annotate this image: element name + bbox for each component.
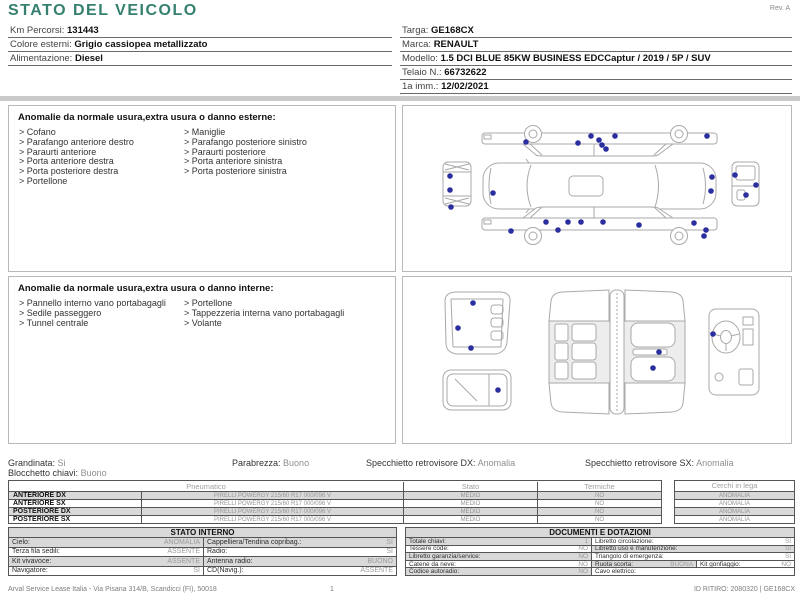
rim-status: ANOMALIA: [675, 499, 794, 507]
anomaly-item: > Sedile passeggero: [19, 307, 102, 318]
summary-specchietto-sx: [585, 459, 734, 468]
interior-items-left: [19, 299, 184, 328]
damage-dot: [656, 349, 662, 355]
damage-dot: [447, 187, 453, 193]
field-cell: [203, 538, 396, 547]
damage-dot: [743, 192, 749, 198]
field-cell: [406, 561, 591, 568]
summary-specchietto-dx: [366, 459, 515, 468]
tyre-position: POSTERIORE DX: [13, 508, 71, 515]
tyre-termiche: NO: [537, 500, 661, 507]
field-label: CD(Navig.):: [207, 567, 244, 575]
footer-id-ritiro: ID RITIRO: 2080320 | GE168CX: [693, 586, 795, 593]
vehicle-info-row: [8, 38, 392, 52]
field-label: Navigatore:: [12, 567, 48, 575]
summary-value: Buono: [80, 468, 107, 478]
documenti-row: [406, 537, 794, 545]
tyre-rows: [9, 491, 661, 523]
field-label: Catene da neve:: [409, 560, 456, 568]
stato-interno-row: [9, 566, 396, 576]
tyre-position: POSTERIORE SX: [13, 516, 71, 523]
summary-value: Anomalia: [696, 458, 734, 468]
info-text: [10, 39, 355, 50]
damage-dots-tailgate: [495, 387, 501, 393]
tyre-description: PIRELLI POWERGY 215/60 R17 000/096 V: [141, 516, 403, 523]
summary-grandinata: [8, 459, 66, 468]
field-label: Libretto garanzia/service:: [409, 553, 481, 560]
damage-dot: [468, 345, 474, 351]
anomaly-item: > Paraurti anteriore: [19, 146, 97, 157]
damage-dot: [753, 182, 759, 188]
anomaly-item: > Pannello interno vano portabagagli: [19, 298, 166, 308]
damage-dot: [701, 233, 707, 239]
field-value: SI: [386, 538, 393, 546]
damage-dot: [600, 219, 606, 225]
damage-dots-dashboard: [710, 331, 716, 337]
vehicle-info-left: [8, 24, 392, 66]
stato-interno-title: STATO INTERNO: [9, 528, 396, 537]
info-text: [10, 53, 355, 64]
documenti-title: DOCUMENTI E DOTAZIONI: [406, 528, 794, 537]
field-value: BUONO: [367, 557, 393, 565]
info-value: RENAULT: [433, 39, 479, 50]
tyre-row: [9, 507, 661, 515]
field-label: Kit gonfiaggio:: [700, 560, 741, 568]
field-cell: [696, 561, 794, 568]
field-cell: [406, 538, 591, 545]
info-value: 66732622: [444, 67, 487, 78]
info-value: 131443: [67, 25, 99, 36]
field-value: SI: [193, 567, 200, 575]
rims-header: Cerchi in lega: [711, 481, 758, 490]
anomaly-item: > Volante: [184, 317, 222, 328]
anomaly-item: > Portellone: [184, 298, 233, 308]
info-label: Alimentazione:: [10, 53, 75, 64]
damage-dot: [508, 228, 514, 234]
field-label: Tessere code:: [409, 545, 449, 553]
car-front-view: [443, 162, 471, 206]
info-label: 1a imm.:: [402, 81, 442, 92]
vehicle-info-row: [8, 24, 392, 38]
damage-dot: [470, 300, 476, 306]
info-value: 1.5 DCI BLUE 85KW BUSINESS EDCCaptur / 2019 / 5P / SUV: [440, 53, 711, 64]
anomaly-item: > Tunnel centrale: [19, 317, 89, 328]
field-value: NO: [578, 568, 588, 575]
stato-interno-table: [8, 527, 397, 576]
field-cell: [591, 553, 794, 560]
stato-interno-row: [9, 556, 396, 566]
anomaly-item: > Paraurti posteriore: [184, 146, 266, 157]
field-label: Totale chiavi:: [409, 538, 446, 545]
info-value: Diesel: [74, 53, 103, 64]
tyre-table: [8, 480, 662, 524]
field-cell: [406, 546, 591, 553]
stato-interno-row: [9, 547, 396, 557]
documenti-row: [406, 552, 794, 560]
vehicle-info-row: [400, 80, 792, 94]
tyre-stato: MEDIO: [403, 508, 537, 515]
field-value: NO: [578, 545, 588, 553]
damage-dot: [490, 190, 496, 196]
damage-dot: [636, 222, 642, 228]
rim-status: ANOMALIA: [675, 507, 794, 515]
field-value: NO: [781, 560, 791, 568]
tyre-row: [9, 499, 661, 507]
tyre-description: PIRELLI POWERGY 215/60 R17 000/096 V: [141, 508, 403, 515]
field-label: Cielo:: [12, 538, 30, 546]
field-cell: [591, 568, 794, 575]
interior-anomalies-box: [8, 276, 396, 444]
info-value: 12/02/2021: [441, 81, 489, 92]
exterior-anomalies-title: Anomalie da normale usura,extra usura o danno esterne:: [18, 112, 276, 123]
exterior-items-right: [184, 128, 395, 187]
info-label: Km Percorsi:: [10, 25, 68, 36]
summary-blocchetto-chiavi: [8, 469, 107, 478]
damage-dot: [543, 219, 549, 225]
info-text: [402, 25, 747, 36]
anomaly-item: > Porta anteriore sinistra: [184, 156, 283, 167]
footer-company: Arval Service Lease Italia - Via Pisana 314/B, Scandicci (FI), 50018: [8, 586, 217, 593]
damage-dot: [523, 139, 529, 145]
documenti-row: [406, 567, 794, 575]
tyre-table-header: [9, 481, 661, 491]
info-text: [402, 67, 747, 78]
field-value: SI: [784, 538, 791, 545]
damage-dot: [612, 133, 618, 139]
field-label: Terza fila sedili:: [12, 548, 60, 556]
field-cell: [203, 548, 396, 557]
interior-car-diagram: [403, 277, 791, 443]
field-label: Kit vivavoce:: [12, 557, 52, 565]
anomaly-item: > Porta anteriore destra: [19, 156, 114, 167]
anomaly-item: > Parafango posteriore sinistro: [184, 136, 307, 147]
field-cell: [406, 553, 591, 560]
rim-status: ANOMALIA: [675, 491, 794, 499]
field-value: SI: [784, 545, 791, 553]
exterior-items-left: [19, 128, 184, 187]
field-value: ANOMALIA: [163, 538, 200, 546]
info-label: Marca:: [402, 39, 434, 50]
damage-dot: [447, 173, 453, 179]
field-cell: [9, 557, 203, 566]
page-title: STATO DEL VEICOLO: [8, 2, 198, 19]
tyre-description: PIRELLI POWERGY 215/60 R17 000/096 V: [141, 500, 403, 507]
dashboard-view: [709, 309, 759, 395]
damage-dot: [555, 227, 561, 233]
interior-diagram-box: [402, 276, 792, 444]
summary-value: Anomalia: [477, 458, 516, 468]
car-top-view: [483, 159, 716, 213]
info-label: Modello:: [402, 53, 441, 64]
interior-anomalies-title: Anomalie da normale usura,extra usura o danno interne:: [18, 283, 274, 294]
field-value: NO: [578, 553, 588, 560]
interior-items-right: [184, 299, 395, 328]
info-label: Targa:: [402, 25, 432, 36]
tyre-termiche: NO: [537, 508, 661, 515]
info-label: Telaio N.:: [402, 67, 445, 78]
vehicle-info-right: [400, 24, 792, 94]
info-value: Grigio cassiopea metallizzato: [74, 39, 208, 50]
field-value: ASSENTE: [360, 567, 393, 575]
anomaly-item: > Porta posteriore destra: [19, 166, 119, 177]
field-label: Libretto circolazione:: [595, 538, 654, 545]
field-cell: [406, 568, 591, 575]
field-label: Antenna radio:: [207, 557, 253, 565]
field-label: Ruota scorta:: [595, 560, 634, 568]
damage-dot: [691, 220, 697, 226]
damage-dot: [588, 133, 594, 139]
tyre-position: ANTERIORE SX: [13, 500, 66, 507]
info-text: [402, 81, 747, 92]
field-value: 1: [584, 538, 588, 545]
info-label: Colore esterni:: [10, 39, 75, 50]
vehicle-info-row: [8, 52, 392, 66]
field-cell: [9, 548, 203, 557]
summary-label: Specchietto retrovisore SX:: [585, 458, 695, 468]
tyre-header-termiche: Termiche: [537, 482, 661, 491]
damage-dot: [575, 140, 581, 146]
tyre-stato: MEDIO: [403, 492, 537, 499]
exterior-diagram-box: [402, 105, 792, 272]
trunk-view: [445, 292, 510, 354]
tyre-header-stato: Stato: [403, 482, 537, 491]
rims-rows: [675, 491, 794, 523]
rim-status: ANOMALIA: [675, 515, 794, 523]
exterior-anomalies-box: [8, 105, 396, 272]
field-label: Cavo elettrico:: [595, 568, 636, 575]
info-text: [10, 25, 355, 36]
tyre-row: [9, 515, 661, 523]
section-divider-bar: [0, 96, 800, 101]
stato-interno-row: [9, 537, 396, 547]
damage-dot: [495, 387, 501, 393]
summary-label: Blocchetto chiavi:: [8, 468, 79, 478]
field-cell: [9, 538, 203, 547]
anomaly-item: > Tappezzeria interna vano portabagagli: [184, 307, 345, 318]
damage-dot: [596, 137, 602, 143]
exterior-car-diagram: [403, 106, 791, 271]
field-cell: [591, 546, 794, 553]
summary-value: Si: [57, 458, 66, 468]
tyre-stato: MEDIO: [403, 500, 537, 507]
summary-label: Parabrezza:: [232, 458, 281, 468]
field-cell: [591, 538, 794, 545]
tyre-termiche: NO: [537, 516, 661, 523]
field-value: ASSENTE: [167, 548, 200, 556]
damage-dot: [709, 174, 715, 180]
field-value: SI: [386, 548, 393, 556]
footer-page-number: 1: [330, 586, 334, 593]
tyre-termiche: NO: [537, 492, 661, 499]
damage-dot: [708, 188, 714, 194]
info-text: [402, 53, 747, 64]
tyre-description: PIRELLI POWERGY 215/60 R17 000/096 V: [141, 492, 403, 499]
vehicle-info-row: [400, 38, 792, 52]
anomaly-item: > Cofano: [19, 127, 56, 137]
damage-dot: [704, 133, 710, 139]
field-value: ASSENTE: [167, 557, 200, 565]
field-cell: [591, 561, 696, 568]
cabin-plan-view: [549, 290, 685, 414]
damage-dot: [732, 172, 738, 178]
damage-dot: [448, 204, 454, 210]
damage-dot: [703, 227, 709, 233]
field-value: SI: [784, 553, 791, 560]
documenti-row: [406, 545, 794, 553]
damage-dot: [650, 365, 656, 371]
stato-interno-rows: [9, 537, 396, 575]
summary-label: Specchietto retrovisore DX:: [366, 458, 476, 468]
rims-table: [674, 480, 795, 524]
field-label: Triangolo di emergenza:: [595, 553, 664, 560]
field-label: Libretto uso e manutenzione:: [595, 545, 678, 553]
info-text: [402, 39, 747, 50]
documenti-row: [406, 560, 794, 568]
vehicle-info-row: [400, 66, 792, 80]
car-left-side-view: [482, 207, 717, 245]
damage-dot: [578, 219, 584, 225]
documenti-table: [405, 527, 795, 576]
field-cell: [203, 557, 396, 566]
damage-dot: [603, 146, 609, 152]
summary-parabrezza: [232, 459, 309, 468]
field-value: BUONA: [670, 560, 693, 568]
tyre-header-pneumatico: Pneumatico: [186, 481, 226, 491]
info-value: GE168CX: [431, 25, 474, 36]
field-label: Codice autoradio:: [409, 568, 460, 575]
summary-value: Buono: [283, 458, 310, 468]
vehicle-info-row: [400, 52, 792, 66]
damage-dot: [565, 219, 571, 225]
tyre-stato: MEDIO: [403, 516, 537, 523]
field-label: Cappelliera/Tendina copribag.:: [207, 538, 302, 546]
field-cell: [9, 567, 203, 576]
field-label: Radio:: [207, 548, 228, 556]
anomaly-item: > Porta posteriore sinistra: [184, 166, 287, 177]
tyre-position: ANTERIORE DX: [13, 492, 66, 499]
summary-label: Grandinata:: [8, 458, 56, 468]
damage-dot: [455, 325, 461, 331]
field-cell: [203, 567, 396, 576]
field-value: NO: [578, 560, 588, 568]
anomaly-item: > Parafango anteriore destro: [19, 136, 134, 147]
documenti-rows: [406, 537, 794, 575]
tyre-row: [9, 491, 661, 499]
damage-dot: [710, 331, 716, 337]
damage-dot: [599, 142, 605, 148]
anomaly-item: > Portellone: [19, 175, 68, 186]
anomaly-item: > Maniglie: [184, 127, 226, 137]
vehicle-info-row: [400, 24, 792, 38]
revision-label: Rev. A: [769, 5, 790, 12]
